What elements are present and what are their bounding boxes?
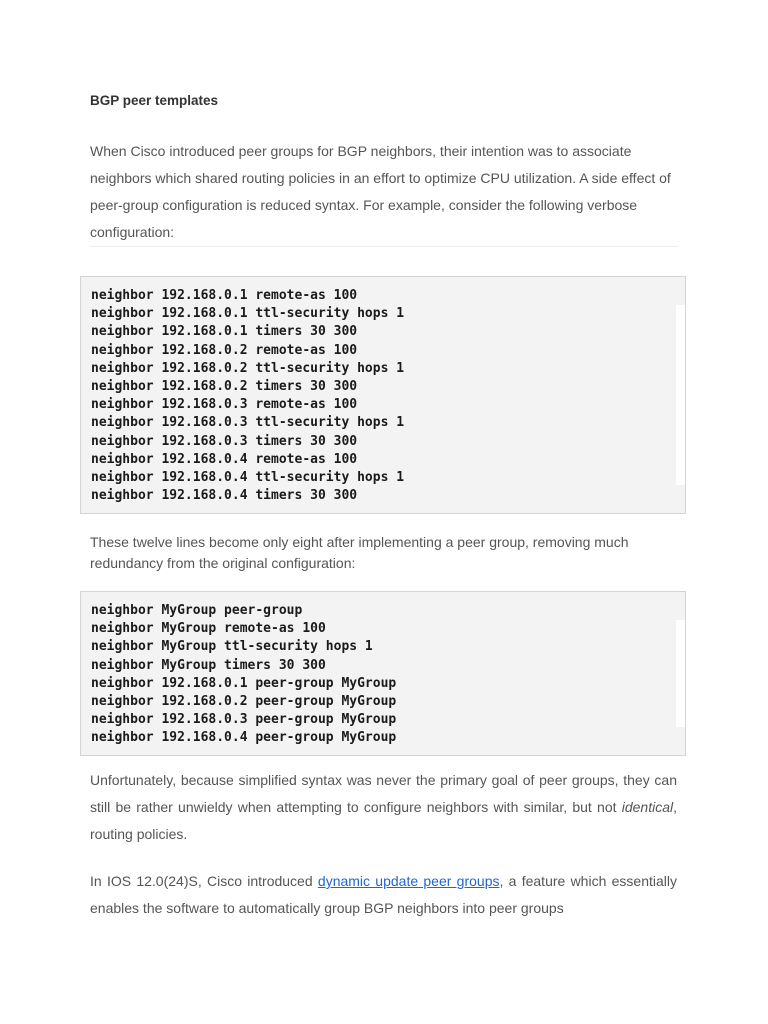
code-lines-peer-group bbox=[91, 602, 396, 748]
ios-paragraph bbox=[90, 868, 677, 922]
code-line: neighbor 192.168.0.3 remote-as 100 bbox=[91, 397, 358, 413]
code-line: neighbor 192.168.0.2 ttl-security hops 1 bbox=[91, 360, 405, 376]
code-line: neighbor 192.168.0.4 remote-as 100 bbox=[91, 451, 358, 467]
middle-paragraph: These twelve lines become only eight after implementing a peer group, removing much redundancy from the original configuration: bbox=[90, 534, 629, 571]
code-line: neighbor MyGroup remote-as 100 bbox=[91, 621, 326, 637]
code-line: neighbor 192.168.0.1 ttl-security hops 1 bbox=[91, 306, 405, 322]
code-block-peer-group[interactable] bbox=[80, 591, 686, 756]
code-line: neighbor 192.168.0.3 ttl-security hops 1 bbox=[91, 415, 405, 431]
paragraph-text: , routing policies. bbox=[90, 799, 677, 842]
code-line: neighbor MyGroup peer-group bbox=[91, 603, 303, 618]
code-line: neighbor 192.168.0.3 timers 30 300 bbox=[91, 433, 358, 449]
paragraph-text: In IOS 12.0(24)S, Cisco introduced bbox=[90, 873, 318, 889]
emphasis-identical: identical bbox=[621, 799, 674, 815]
intro-paragraph: When Cisco introduced peer groups for BGP neighbors, their intention was to associate neighbors which shared routing policies in an effort to optimize CPU utilization. A side effect of peer-group configuration is reduced syntax. For example, consider the following verbose configuration: bbox=[90, 143, 671, 240]
code-block-verbose[interactable] bbox=[80, 276, 686, 514]
code-line: neighbor 192.168.0.2 timers 30 300 bbox=[91, 379, 358, 395]
code-line: neighbor 192.168.0.4 timers 30 300 bbox=[91, 488, 358, 504]
code-line: neighbor 192.168.0.3 peer-group MyGroup bbox=[91, 712, 397, 728]
code-line: neighbor MyGroup ttl-security hops 1 bbox=[91, 639, 373, 655]
code-line: neighbor 192.168.0.2 peer-group MyGroup bbox=[91, 694, 397, 710]
code-block-scrollbar[interactable] bbox=[676, 305, 685, 485]
code-line: neighbor 192.168.0.4 peer-group MyGroup bbox=[91, 730, 397, 746]
code-line: neighbor 192.168.0.1 peer-group MyGroup bbox=[91, 675, 397, 691]
article-heading: BGP peer templates bbox=[90, 93, 219, 108]
unfortunately-paragraph bbox=[90, 767, 677, 848]
code-line: neighbor MyGroup timers 30 300 bbox=[91, 657, 326, 673]
code-block-scrollbar[interactable] bbox=[676, 620, 685, 727]
code-lines-verbose bbox=[91, 287, 404, 505]
paragraph-text: , a feature which essentially enables the software to automatically group BGP neighbors into peer groups bbox=[90, 873, 677, 916]
code-line: neighbor 192.168.0.1 remote-as 100 bbox=[91, 288, 358, 303]
code-line: neighbor 192.168.0.1 timers 30 300 bbox=[91, 324, 358, 340]
code-line: neighbor 192.168.0.2 remote-as 100 bbox=[91, 342, 358, 358]
section-divider bbox=[90, 246, 678, 247]
code-line: neighbor 192.168.0.4 ttl-security hops 1 bbox=[91, 470, 405, 486]
paragraph-text: Unfortunately, because simplified syntax was never the primary goal of peer groups, they can still be rather unwieldy when attempting to configure neighbors with similar, but not bbox=[90, 772, 677, 815]
dynamic-update-peer-groups-link[interactable]: dynamic update peer groups bbox=[317, 873, 500, 889]
